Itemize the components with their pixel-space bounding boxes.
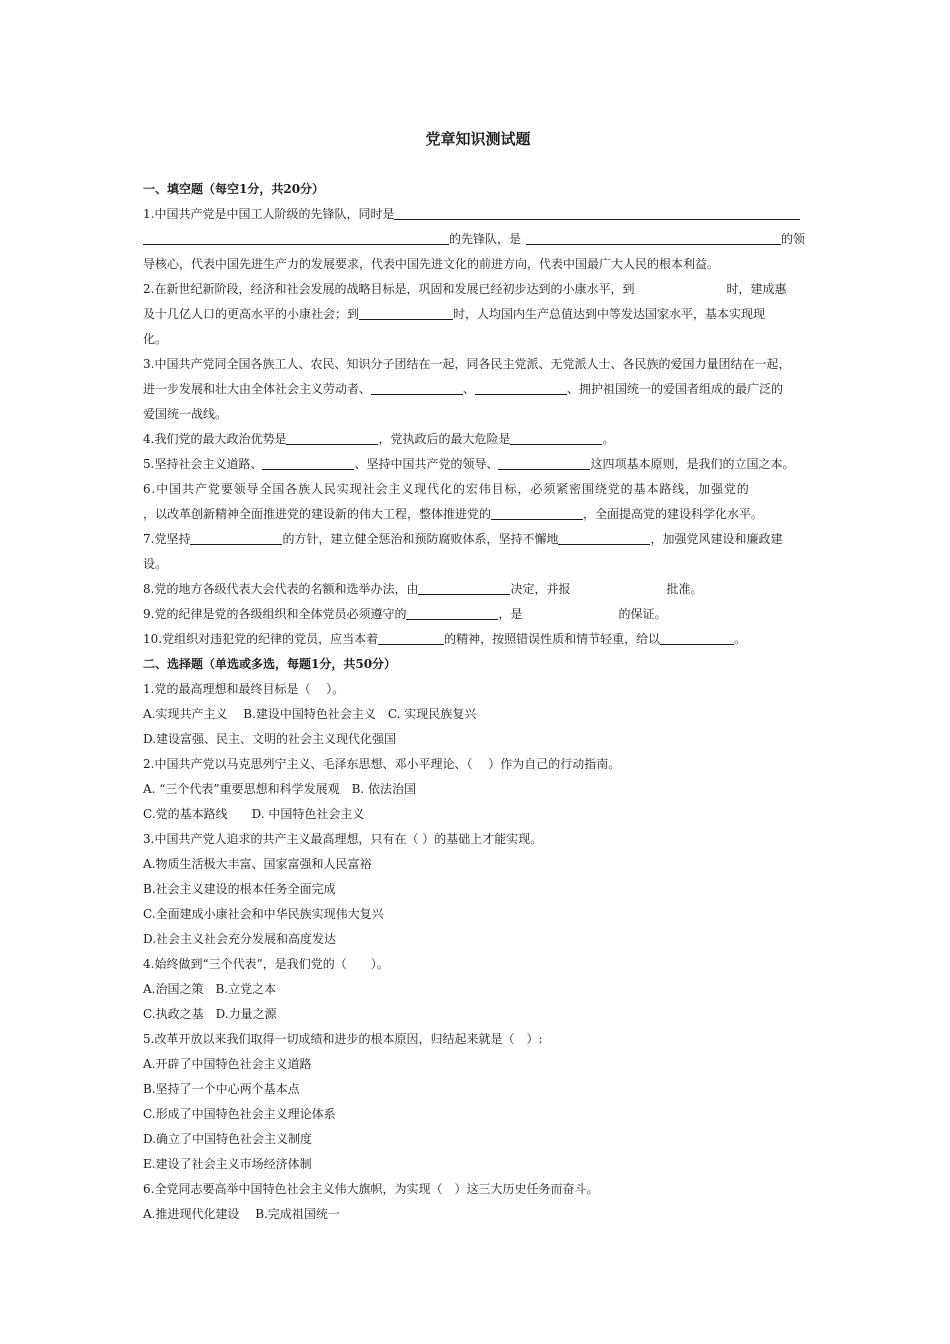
blank[interactable]: [418, 580, 510, 595]
section-2-items: [143, 677, 813, 1227]
q1-line-2: 的先锋队，是 的领: [143, 227, 813, 252]
q5-line: 5.坚持社会主义道路、 、坚持中国共产党的领导、 这四项基本原则，是我们的立国之本。: [143, 457, 795, 471]
q9-line: 9.党的纪律是党的各级组织和全体党员必须遵守的 ，是 的保证。: [143, 607, 667, 621]
q7-line-1: 7.党坚持 的方针，建立健全惩治和预防腐败体系，坚持不懈地 ，加强党风建设和廉政建: [143, 532, 783, 546]
blank[interactable]: [143, 230, 449, 245]
option-line: D.社会主义社会充分发展和高度发达: [143, 932, 337, 946]
option-line: A.开辟了中国特色社会主义道路: [143, 1057, 312, 1071]
option-line: A.实现共产主义 B.建设中国特色社会主义 C. 实现民族复兴: [143, 707, 477, 721]
option-line: A.推进现代化建设 B.完成祖国统一: [143, 1207, 340, 1221]
blank[interactable]: [475, 380, 567, 395]
section-2-heading: 二、选择题（单选或多选，每题1分，共50分）: [143, 657, 397, 671]
option-line: E.建设了社会主义市场经济体制: [143, 1157, 312, 1171]
blank[interactable]: [394, 205, 800, 220]
option-line: C.全面建成小康社会和中华民族实现伟大复兴: [143, 907, 384, 921]
q10-line: 10.党组织对违犯党的纪律的党员，应当本着 的精神，按照错误性质和情节轻重，给以 。: [143, 632, 747, 646]
option-line: D.确立了中国特色社会主义制度: [143, 1132, 313, 1146]
blank[interactable]: [262, 455, 354, 470]
blank[interactable]: [286, 430, 378, 445]
blank[interactable]: [359, 305, 453, 320]
option-line: B.社会主义建设的根本任务全面完成: [143, 882, 336, 896]
q6-line-2: ，以改革创新精神全面推进党的建设新的伟大工程，整体推进党的 ，全面提高党的建设科学化水平。: [143, 507, 764, 521]
q6-line-1: 6.中国共产党要领导全国各族人民实现社会主义现代化的宏伟目标，必须紧密围绕党的基本路线，加强党的: [143, 482, 750, 496]
option-line: B.坚持了一个中心两个基本点: [143, 1082, 300, 1096]
option-line: C.执政之基 D.力量之源: [143, 1007, 277, 1021]
q-line: 5.改革开放以来我们取得一切成绩和进步的根本原因，归结起来就是（ ）:: [143, 1032, 543, 1046]
option-line: D.建设富强、民主、文明的社会主义现代化强国: [143, 732, 397, 746]
blank[interactable]: [510, 430, 602, 445]
q2-line-3: 化。: [143, 332, 168, 346]
blank[interactable]: [406, 605, 498, 620]
q-line: 1.党的最高理想和最终目标是（ ）。: [143, 682, 345, 696]
section-1-heading: 一、填空题（每空1分，共20分）: [143, 182, 325, 196]
blank[interactable]: [498, 455, 590, 470]
blank[interactable]: [378, 630, 444, 645]
q3-line-2: 进一步发展和壮大由全体社会主义劳动者、 、 、拥护祖国统一的爱国者组成的最广泛的: [143, 382, 784, 396]
q3-line-3: 爱国统一战线。: [143, 407, 228, 421]
q-line: 2.中国共产党以马克思列宁主义、毛泽东思想、邓小平理论、（ ）作为自己的行动指南。: [143, 757, 621, 771]
q1-line-1: 1.中国共产党是中国工人阶级的先锋队，同时是: [143, 202, 813, 227]
q-line: 4.始终做到“三个代表”，是我们党的（ ）。: [143, 957, 389, 971]
blank[interactable]: [371, 380, 463, 395]
blank[interactable]: [660, 630, 734, 645]
option-line: A. “三个代表”重要思想和科学发展观 B. 依法治国: [143, 782, 417, 796]
blank[interactable]: [558, 530, 650, 545]
q1-line-3: 导核心，代表中国先进生产力的发展要求，代表中国先进文化的前进方向，代表中国最广大人民的根本利益。: [143, 257, 720, 271]
q8-line: 8.党的地方各级代表大会代表的名额和选举办法，由 决定，并报 批准。: [143, 582, 703, 596]
blank[interactable]: [526, 230, 781, 245]
q3-line-1: 3.中国共产党同全国各族工人、农民、知识分子团结在一起，同各民主党派、无党派人士、各民族的爱国力量团结在一起，: [143, 357, 791, 371]
q2-line-1: 2.在新世纪新阶段，经济和社会发展的战略目标是，巩固和发展已经初步达到的小康水平，到 时，建成惠: [143, 282, 787, 296]
blank[interactable]: [491, 505, 583, 520]
blank[interactable]: [190, 530, 282, 545]
option-line: C.党的基本路线 D. 中国特色社会主义: [143, 807, 365, 821]
q-line: 6.全党同志要高举中国特色社会主义伟大旗帜，为实现（ ）这三大历史任务而奋斗。: [143, 1182, 599, 1196]
option-line: C.形成了中国特色社会主义理论体系: [143, 1107, 336, 1121]
q2-line-2: 及十几亿人口的更高水平的小康社会；到 时，人均国内生产总值达到中等发达国家水平，基本实现现: [143, 307, 766, 321]
q4-line: 4.我们党的最大政治优势是 ，党执政后的最大危险是 。: [143, 432, 615, 446]
q7-line-2: 设。: [143, 557, 168, 571]
document-title: 党章知识测试题: [425, 130, 531, 148]
q-line: 3.中国共产党人追求的共产主义最高理想，只有在（ ）的基础上才能实现。: [143, 832, 543, 846]
option-line: A.物质生活极大丰富、国家富强和人民富裕: [143, 857, 372, 871]
question-body: [143, 177, 813, 1227]
option-line: A.治国之策 B.立党之本: [143, 982, 277, 996]
